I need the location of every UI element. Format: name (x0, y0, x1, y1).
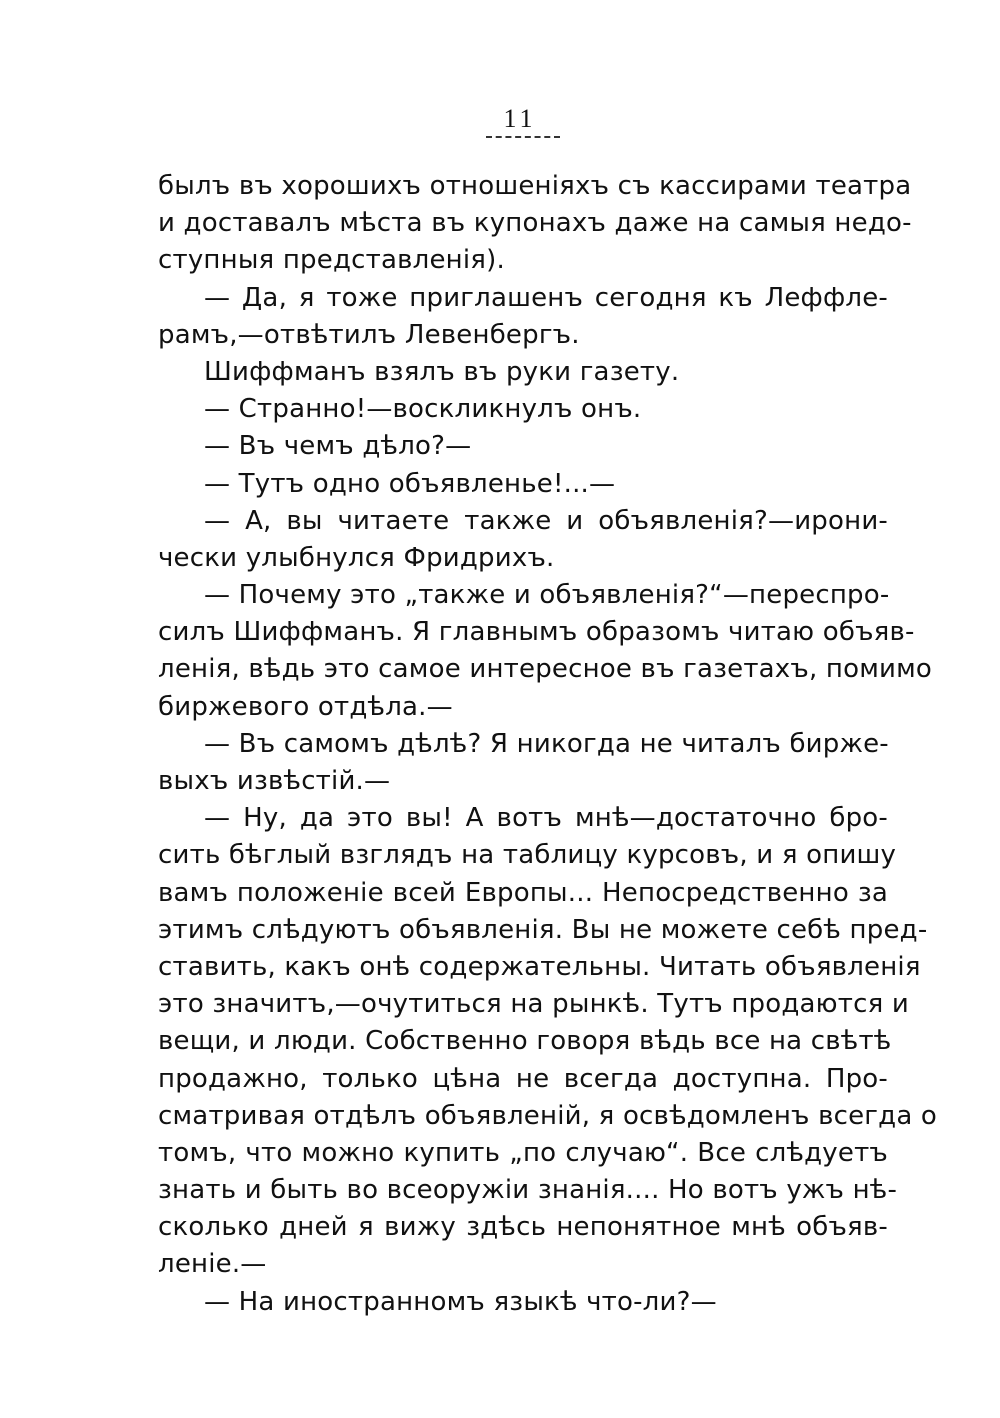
text-line: — Тутъ одно объявленье!...— (204, 468, 616, 499)
text-line: томъ, что можно купить „по случаю“. Все слѣдуетъ (158, 1137, 888, 1168)
text-line: — Въ чемъ дѣло?— (204, 431, 472, 462)
text-line: вещи, и люди. Собственно говоря вѣдь все на свѣтѣ (158, 1026, 892, 1057)
text-line: леніе.— (158, 1249, 267, 1280)
text-line: сить бѣглый взглядъ на таблицу курсовъ, и я опишу (158, 840, 897, 871)
text-line: вамъ положеніе всей Европы... Непосредственно за (158, 877, 888, 908)
text-line: — Странно!—воскликнулъ онъ. (204, 394, 642, 425)
page-number: 11 (503, 104, 537, 133)
text-line: этимъ слѣдуютъ объявленія. Вы не можете себѣ пред- (158, 914, 928, 945)
body-text (158, 168, 938, 1321)
text-line: ступныя представленія). (158, 245, 505, 276)
text-line: — Почему это „также и объявленія?“—переспро- (204, 580, 890, 611)
text-line: ленія, вѣдь это самое интересное въ газетахъ, помимо (158, 654, 933, 685)
text-line: продажно, только цѣна не всегда доступна. Про- (158, 1063, 888, 1094)
text-line: — На иностранномъ языкѣ что-ли?— (204, 1286, 717, 1317)
text-line: знать и быть во всеоружіи знанія.... Но вотъ ужъ нѣ- (158, 1175, 898, 1206)
text-line: выхъ извѣстій.— (158, 766, 391, 796)
page-number-rule (486, 136, 560, 138)
text-line: и доставалъ мѣста въ купонахъ даже на самыя недо- (158, 208, 912, 239)
text-line: это значитъ,—очутиться на рынкѣ. Тутъ продаются и (158, 989, 909, 1020)
text-line: — А, вы читаете также и объявленія?—ирони- (204, 505, 888, 536)
text-line: чески улыбнулся Фридрихъ. (158, 542, 555, 573)
text-line: — Ну, да это вы! А вотъ мнѣ—достаточно бро- (204, 803, 888, 834)
text-line: сколько дней я вижу здѣсь непонятное мнѣ объяв- (158, 1212, 888, 1243)
text-line: биржевого отдѣла.— (158, 691, 453, 722)
text-line: ставить, какъ онѣ содержательны. Читать объявленія (158, 951, 921, 982)
text-line: — Въ самомъ дѣлѣ? Я никогда не читалъ бирже- (204, 728, 889, 759)
text-line: рамъ,—отвѣтилъ Левенбергъ. (158, 319, 580, 350)
text-line: Шиффманъ взялъ въ руки газету. (204, 356, 680, 387)
text-line: былъ въ хорошихъ отношеніяхъ съ кассирами театра (158, 171, 912, 201)
text-line: сматривая отдѣлъ объявленій, я освѣдомленъ всегда о (158, 1100, 938, 1131)
text-line: — Да, я тоже приглашенъ сегодня къ Леффле- (204, 282, 888, 313)
text-line: силъ Шиффманъ. Я главнымъ образомъ читаю объяв- (158, 617, 915, 648)
